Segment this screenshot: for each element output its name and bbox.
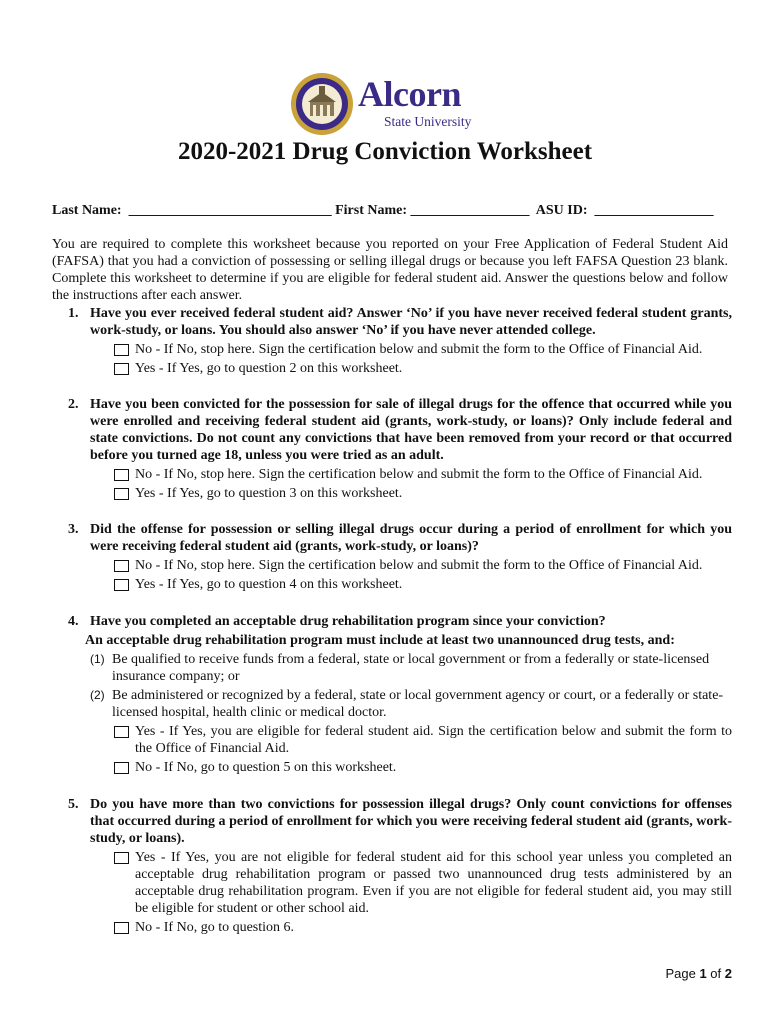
option-label: No - If No, stop here. Sign the certification below and submit the form to the Office of Financial Aid.	[135, 342, 703, 357]
name-row	[52, 202, 714, 220]
first-name-label: First Name:	[335, 203, 408, 218]
page-footer	[665, 966, 732, 981]
question-number: 3.	[68, 522, 79, 537]
option-label: No - If No, stop here. Sign the certification below and submit the form to the Office of Financial Aid.	[135, 558, 703, 573]
asu-id-field[interactable]: _________________	[594, 203, 714, 218]
document-title: 2020-2021 Drug Conviction Worksheet	[177, 138, 593, 165]
criterion-2	[90, 687, 732, 721]
option-label: No - If No, go to question 6.	[135, 920, 295, 935]
option-yes	[114, 485, 732, 502]
option-no	[114, 341, 732, 358]
question-1	[52, 305, 732, 377]
question-text: Have you ever received federal student aid? Answer ‘No’ if you have never received federal student grants, work-study, or loans. You should also answer ‘No’ if you have never attended college.	[90, 306, 732, 338]
checkbox[interactable]	[114, 579, 129, 591]
option-no	[114, 466, 732, 483]
question-2	[52, 396, 732, 502]
checkbox[interactable]	[114, 488, 129, 500]
criterion-number: (1)	[90, 652, 105, 666]
question-text: Have you completed an acceptable drug rehabilitation program since your conviction?	[90, 614, 606, 629]
page-number: 1	[699, 966, 707, 981]
option-yes	[114, 723, 732, 757]
logo-subtitle: State University	[384, 114, 472, 129]
of-word: of	[710, 966, 722, 981]
option-label: No - If No, stop here. Sign the certification below and submit the form to the Office of Financial Aid.	[135, 467, 703, 482]
page-total: 2	[724, 966, 732, 981]
question-text: Do you have more than two convictions for possession illegal drugs? Only count convictions for offenses that occurred during a period of enrollment for which you were receiving federal student aid (grants, work-study, or loans).	[90, 797, 732, 846]
checkbox[interactable]	[114, 560, 129, 572]
checkbox[interactable]	[114, 762, 129, 774]
option-label: Yes - If Yes, you are eligible for federal student aid. Sign the certification below and submit the form to the Office of Financial Aid.	[135, 724, 732, 756]
option-label: Yes - If Yes, go to question 3 on this worksheet.	[135, 486, 403, 501]
question-4	[52, 613, 732, 776]
program-requirements-note: An acceptable drug rehabilitation program must include at least two unannounced drug tests, and:	[85, 633, 675, 648]
option-no	[114, 557, 732, 574]
checkbox[interactable]	[114, 922, 129, 934]
option-no	[114, 919, 732, 936]
asu-id-label: ASU ID:	[535, 203, 588, 218]
intro-paragraph: You are required to complete this worksheet because you reported on your Free Application of Federal Student Aid (FAFSA) that you had a conviction of possessing or selling illegal drugs or because you left FAFSA Question 23 blank. Complete this worksheet to determine if you are eligible for federal student aid. Answer the questions below and follow the instructions after each answer.	[52, 237, 728, 303]
checkbox[interactable]	[114, 344, 129, 356]
option-yes	[114, 360, 732, 377]
checkbox[interactable]	[114, 469, 129, 481]
question-text: Have you been convicted for the possession for sale of illegal drugs for the offence that occurred while you were enrolled and receiving federal student aid (grants, work-study, or loans)? Only include federal and state convictions. Do not count any convictions that have been removed from your record or that occurred before you turned age 18, unless you were tried as an adult.	[90, 397, 732, 463]
option-label: Yes - If Yes, go to question 2 on this worksheet.	[135, 361, 403, 376]
university-logo	[290, 72, 490, 138]
last-name-label: Last Name:	[52, 203, 122, 218]
question-number: 5.	[68, 797, 79, 812]
checkbox[interactable]	[114, 363, 129, 375]
option-no	[114, 759, 732, 776]
criterion-text: Be qualified to receive funds from a federal, state or local government or from a federally or state-licensed insurance company; or	[112, 652, 710, 684]
criterion-text: Be administered or recognized by a federal, state or local government agency or court, or a federally or state-licensed hospital, health clinic or medical doctor.	[112, 688, 724, 720]
page-word: Page	[665, 966, 696, 981]
question-3	[52, 521, 732, 593]
university-seal-icon	[290, 72, 354, 136]
logo-name: Alcorn	[358, 74, 461, 114]
question-number: 1.	[68, 306, 79, 321]
criterion-1	[90, 651, 732, 685]
option-label: Yes - If Yes, you are not eligible for federal student aid for this school year unless you completed an acceptable drug rehabilitation program or passed two unannounced drug tests administered by an acceptable drug rehabilitation program. Even if you are not eligible for federal student aid, you may still be eligible for student or other school aid.	[135, 850, 732, 916]
question-number: 4.	[68, 614, 79, 629]
checkbox[interactable]	[114, 726, 129, 738]
checkbox[interactable]	[114, 852, 129, 864]
question-text: Did the offense for possession or selling illegal drugs occur during a period of enrollment for which you were receiving federal student aid (grants, work-study, or loans)?	[90, 522, 732, 554]
first-name-field[interactable]: _________________	[410, 203, 530, 218]
last-name-field[interactable]: _____________________________	[128, 203, 332, 218]
option-label: Yes - If Yes, go to question 4 on this worksheet.	[135, 577, 403, 592]
criterion-number: (2)	[90, 688, 105, 702]
question-5	[52, 796, 732, 936]
option-label: No - If No, go to question 5 on this worksheet.	[135, 760, 397, 775]
option-yes	[114, 849, 732, 917]
option-yes	[114, 576, 732, 593]
question-number: 2.	[68, 397, 79, 412]
